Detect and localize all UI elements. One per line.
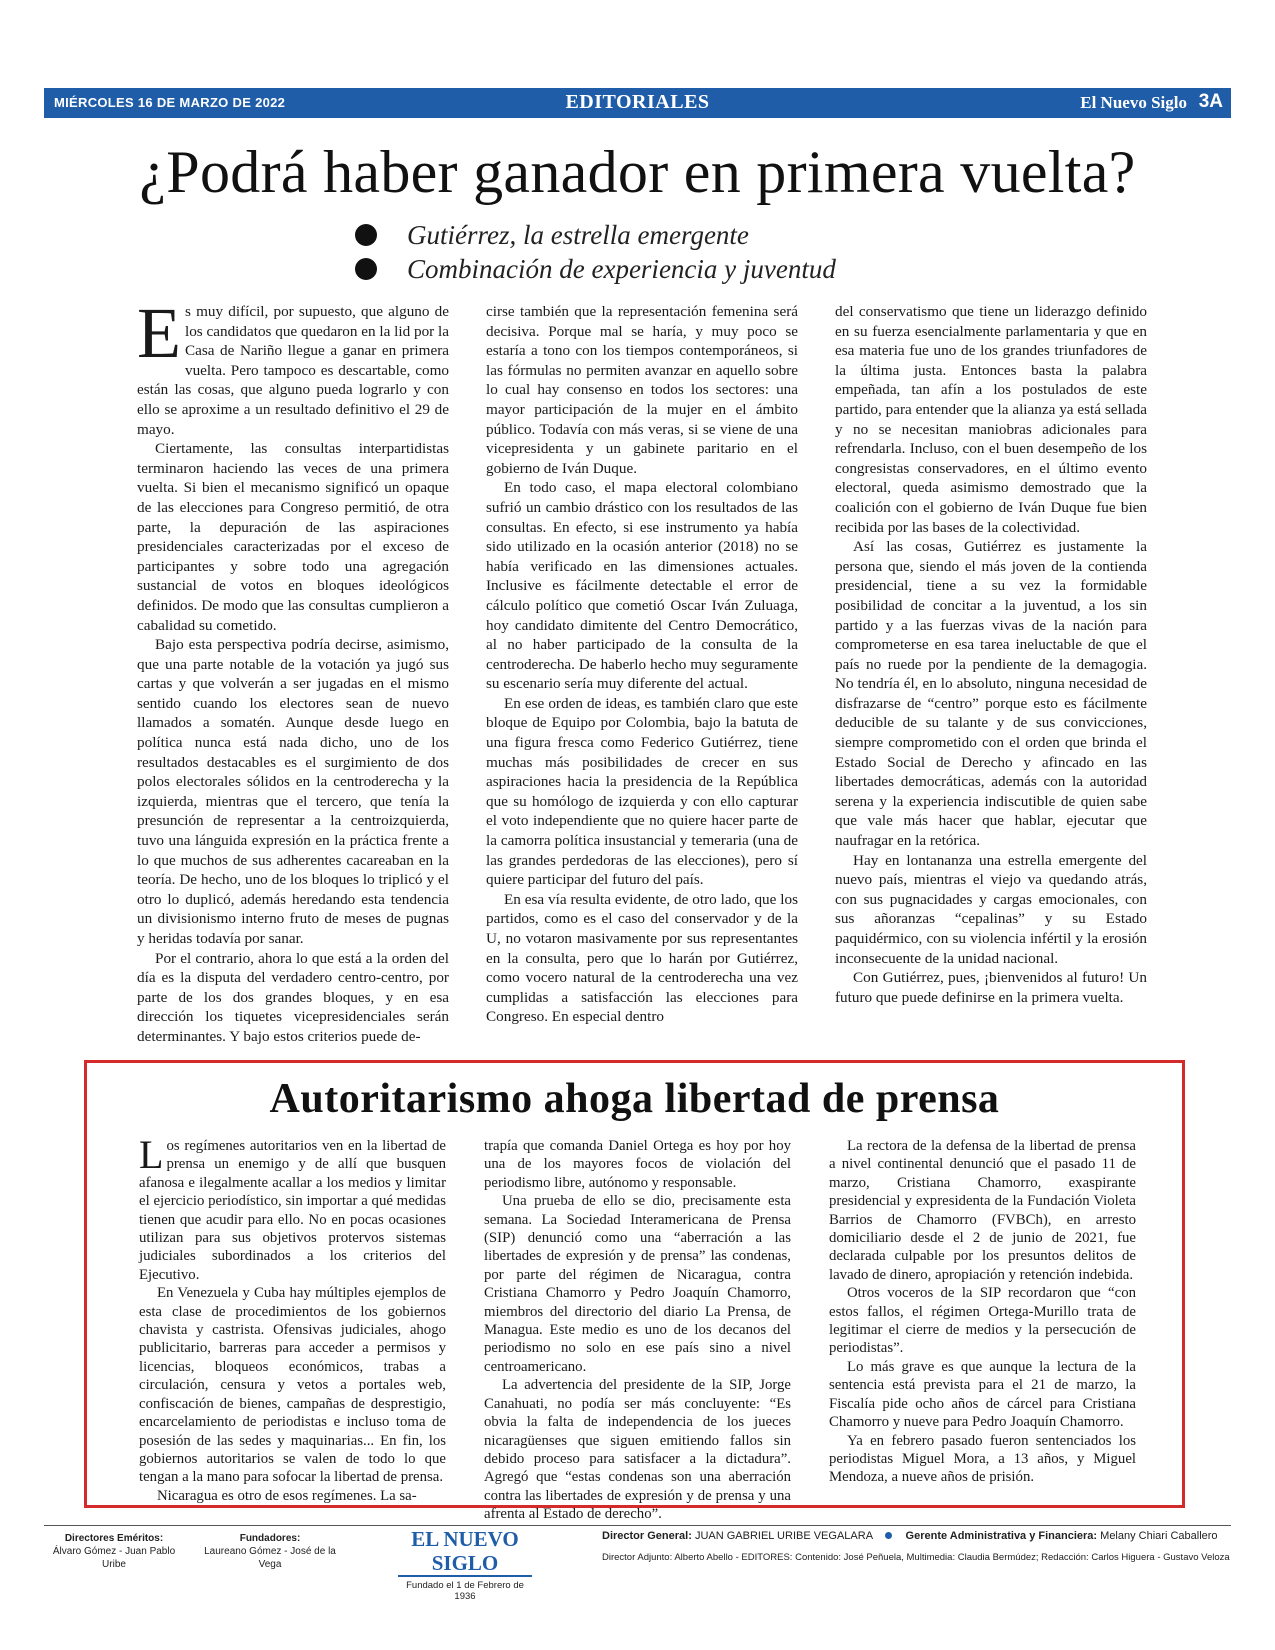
subhead (355, 218, 1055, 252)
fundadores-names: Laureano Gómez - José de la Vega (204, 1546, 336, 1570)
paragraph: En esa vía resulta evidente, de otro lado, que los partidos, como es el caso del conservador y de la U, no votaron masivamente por sus representantes en la consulta, pero que lo harán por Gutiérrez, como vocero natural de la centroderecha una vez cumplidas a satisfacción las elecciones para Congreso. En especial dentro (486, 890, 798, 1026)
paragraph: Una prueba de ello se dio, precisamente esta semana. La Sociedad Interamericana de Prensa (SIP) denunció como una “aberración a las libertades de expresión y de prensa” las condenas, por parte del régimen de Nicaragua, contra Cristiana Chamorro y Pedro Joaquín Chamorro, miembros del directorio del diario La Prensa, de Managua. Este medio es uno de los decanos del periodismo no solo en ese país sino a nivel centroamericano. (484, 1193, 791, 1375)
footer-divider (44, 1525, 1231, 1526)
directores-block (44, 1532, 184, 1571)
editorial-body (137, 293, 1147, 1045)
text-column (829, 1137, 1136, 1497)
editorial-body (139, 1132, 1136, 1523)
drop-cap: E (137, 293, 181, 373)
paragraph: Con Gutiérrez, pues, ¡bienvenidos al futuro! Un futuro que puede definirse en la primera vuelta. (835, 969, 1147, 1006)
director-label: Director General: (602, 1530, 692, 1542)
founded-date: Fundado el 1 de Febrero de 1936 (406, 1580, 524, 1602)
paragraph: Así las cosas, Gutiérrez es justamente la persona que, siendo el más joven de la contienda presidencial, tiene a su vez la formidable posibilidad de concitar a la juventud, a los sin partido y a las fuerzas vivas de la nación para comprometerse en esa tarea ineluctable de que el país no ruede por la pendiente de la demagogia. No tendría él, en lo absoluto, ninguna necesidad de disfrazarse de “centro” porque esto es fácilmente deducible de su talante y de sus convicciones, siempre comprometido con el orden que brinda el Estado Social de Derecho y afincado en las libertades democráticas, además con la autoridad serena y la experiencia indiscutible de quien sabe que vale más hacer que hablar, ejecutar que naufragar en la retórica. (835, 538, 1147, 850)
subhead-text: Combinación de experiencia y juventud (407, 253, 836, 284)
logo-text: EL NUEVO SIGLO (398, 1527, 532, 1577)
bullet-icon (355, 258, 377, 280)
brand-name: El Nuevo Siglo (1080, 93, 1187, 112)
header-date: MIÉRCOLES 16 DE MARZO DE 2022 (54, 95, 286, 110)
paragraph: En Venezuela y Cuba hay múltiples ejemplos de esta clase de procedimientos de los gobiernos chavista y castrista. Ofensivas judiciales, ahogo publicitario, barreras para acceder a permisos y licencias, bloqueos económicos, trabas a circulación, censura y vetos a portales web, confiscación de bienes, campañas de desprestigio, encarcelamiento de periodistas e incluso toma de posesión de las sedes y maquinarias... En fin, los gobiernos autoritarios se valen de todo lo que tengan a la mano para sofocar la libertad de prensa. (139, 1285, 446, 1486)
fundadores-label: Fundadores: (239, 1533, 301, 1544)
paragraph: Lo más grave es que aunque la lectura de la sentencia está prevista para el 21 de marzo, la Fiscalía pide ocho años de cárcel para Cristiana Chamorro y nueve para Pedro Joaquín Chamorro. (829, 1358, 1136, 1431)
paragraph: Otros voceros de la SIP recordaron que “con estos fallos, el régimen Ortega-Murillo trata de legitimar el cierre de medios y la persecución de periodistas”. (829, 1285, 1136, 1357)
paragraph: En ese orden de ideas, es también claro que este bloque de Equipo por Colombia, bajo la batuta de una figura fresca como Federico Gutiérrez, tiene muchas más posibilidades de crecer en sus aspiraciones hacia la presidencia de la República que su homólogo de izquierda y con ello capturar el voto independiente que no quiere hacer parte de la camorra política insustancial y temeraria (una de las grandes perdedoras de las elecciones), pero sí quiere participar del futuro del país. (486, 694, 798, 889)
section-title: EDITORIALES (565, 91, 710, 113)
masthead-line-2: Director Adjunto: Alberto Abello - EDITORES: Contenido: José Peñuela, Multimedia: Claudia Bermúdez; Redacción: Carlos Higuera - Gustavo Veloza (602, 1552, 1230, 1563)
masthead-line-1 (602, 1530, 1218, 1542)
text-column (484, 1137, 791, 1523)
paragraph: cirse también que la representación femenina será decisiva. Porque mal se haría, y muy poco se estaría a tono con los tiempos contemporáneos, si las fórmulas no permiten avanzar en aquello sobre lo cual hay consenso en todos los sectores: una mayor participación de la mujer en el ámbito público. Todavía con más veras, si se viene de una vicepresidenta y un gabinete paritario en el gobierno de Iván Duque. (486, 303, 798, 477)
director-name: JUAN GABRIEL URIBE VEGALARA (694, 1530, 873, 1542)
editorial-title: Autoritarismo ahoga libertad de prensa (269, 1076, 1000, 1122)
highlighted-editorial-box (84, 1060, 1185, 1523)
directores-label: Directores Eméritos: (64, 1533, 164, 1544)
subhead-text: Gutiérrez, la estrella emergente (407, 219, 749, 250)
paragraph: Nicaragua es otro de esos regímenes. La sa- (157, 1487, 417, 1504)
text-column (835, 302, 1147, 1032)
subheads (355, 218, 1055, 286)
paragraph: Ya en febrero pasado fueron sentenciados los periodistas Miguel Mora, a 13 años, y Miguel Mendoza, a nueve años de prisión. (829, 1432, 1136, 1486)
paragraph: En todo caso, el mapa electoral colombiano sufrió un cambio drástico con los resultados de las consultas. En efecto, si ese instrumento ya había sido utilizado en la ocasión anterior (2018) no se había verificado en las dimensiones actuales. Inclusive es fácilmente detectable el error de cálculo político que cometió Oscar Iván Zuluaga, hoy candidato dimitente del Centro Democrático, al no haber participado de la consulta de la centroderecha. De haberlo hecho muy seguramente su escenario sería muy diferente del actual. (486, 479, 798, 693)
bullet-icon (355, 224, 377, 246)
paragraph: Por el contrario, ahora lo que está a la orden del día es la disputa del verdadero centro-centro, por parte de los dos grandes bloques, y en esa dirección los tiquetes vicepresidenciales serán determinantes. Y bajo estos criterios puede de- (137, 949, 449, 1045)
header-bar (44, 88, 1231, 118)
gerente-label: Gerente Administrativa y Financiera: (905, 1530, 1098, 1542)
page-number: 3A (1198, 91, 1223, 112)
separator-dot-icon (885, 1532, 892, 1539)
text-column (137, 293, 450, 1045)
paragraph: La advertencia del presidente de la SIP, Jorge Canahuati, no podía ser más concluyente: “Es obvia la falta de independencia de los jueces nicaragüenses que siguen emitiendo fallos sin debido proceso para satisfacer a la dictadura”. Agregó que “estas condenas son una aberración contra las libertades de expresión y de prensa y una afrenta al Estado de derecho”. (484, 1377, 791, 1523)
paragraph: del conservatismo que tiene un liderazgo definido en su fuerza esencialmente parlamentaria y que en esa materia fue uno de los grandes triunfadores de la última justa. Entonces basta la palabra empeñada, tan afín a los postulados de este partido, para entender que la alianza ya está sellada y no se necesitan maniobras adicionales para refrendarla. Incluso, con el buen desempeño de los congresistas conservadores, en el último evento electoral, queda asimismo demostrado que la coalición con el gobierno de Iván Duque fue bien recibida por las bases de la colectividad. (835, 303, 1147, 536)
subhead (355, 252, 1055, 286)
gerente-name: Melany Chiari Caballero (1100, 1530, 1218, 1542)
text-column (486, 302, 798, 1032)
fundadores-block (200, 1532, 340, 1571)
drop-cap: L (139, 1132, 164, 1177)
paragraph: Los regímenes autoritarios ven en la libertad de prensa un enemigo y de allí que busquen afanosa e ilegalmente acallar a los medios y limitar el ejercicio periodístico, sin importar a qué medidas tienen que acudir para ello. No en pocas ocasiones utilizan para sus objetivos protervos sistemas judiciales subordinados a los criterios del Ejecutivo. (139, 1132, 446, 1283)
paragraph: Ciertamente, las consultas interpartidistas terminaron haciendo las veces de una primera vuelta. Si bien el mecanismo significó un opaque de las elecciones para Congreso permitió, de otra parte, la depuración de las aspiraciones presidenciales caracterizadas por el exceso de participantes y sobre todo una agregación sustancial de votos en bloques ideológicos definidos. De modo que las consultas cumplieron a cabalidad su cometido. (137, 440, 449, 634)
paragraph: Es muy difícil, por supuesto, que alguno de los candidatos que quedaron en la lid por la Casa de Nariño llegue a ganar en primera vuelta. Pero tampoco es descartable, como están las cosas, que alguno pueda lograrlo y con ello se aproxime a un resultado definitivo el 29 de mayo. (137, 293, 450, 438)
paragraph: Bajo esta perspectiva podría decirse, asimismo, que una parte notable de la votación ya jugó sus cartas y que volverán a ser jugadas en el mismo sentido cuando los electores sean de nuevo llamados a somatén. Aunque desde luego en política nunca está nada dicho, uno de los resultados destacables es el surgimiento de dos polos electorales sólidos en la centroderecha y la izquierda, mientras que el tercero, que tenía la presunción de representar a la centroizquierda, tuvo una lánguida expresión en la práctica frente a lo que muchos de sus adherentes cacareaban en la teoría. De hecho, uno de los bloques lo triplicó y el otro lo duplicó, además heredando esta tendencia un divisionismo interno fruto de meses de pugnas y heridas todavía por sanar. (137, 636, 449, 947)
paragraph: Hay en lontananza una estrella emergente del nuevo país, mientras el viejo va quedando atrás, con sus pugnacidades y cargas emocionales, con sus añoranzas “cepalinas” y su Estado paquidérmico, con su violencia infértil y la erosión inconsecuente de la unidad nacional. (835, 851, 1147, 967)
newspaper-logo (398, 1527, 532, 1602)
text-column (139, 1132, 446, 1504)
paragraph: La rectora de la defensa de la libertad de prensa a nivel continental denunció que el pasado 11 de marzo, Cristiana Chamorro, exaspirante presidencial y expresidenta de la Fundación Violeta Barrios de Chamorro (FVBCh), en arresto domiciliario desde el 2 de junio de 2021, fue declarada culpable por los presuntos delitos de lavado de dinero, apropiación y retención indebida. (829, 1138, 1136, 1283)
paragraph: trapía que comanda Daniel Ortega es hoy por hoy una de los mayores focos de violación del periodismo libre, autónomo y responsable. (484, 1138, 791, 1191)
directores-names: Álvaro Gómez - Juan Pablo Uribe (52, 1546, 176, 1570)
editorial-title: ¿Podrá haber ganador en primera vuelta? (139, 139, 1136, 205)
